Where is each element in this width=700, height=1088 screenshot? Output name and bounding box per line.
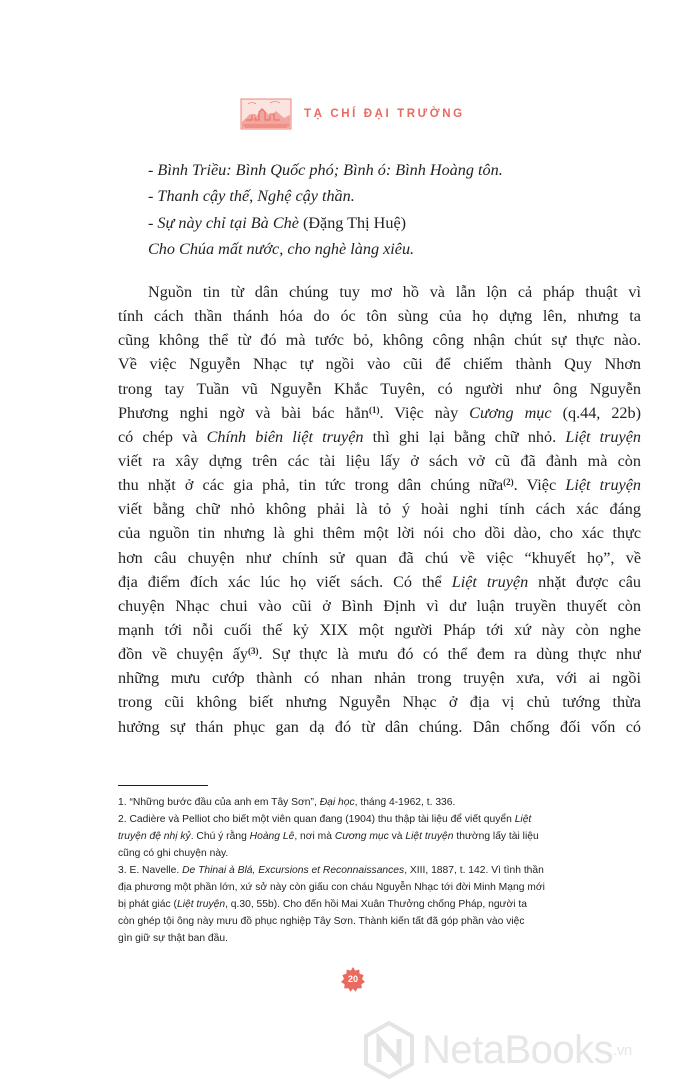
text-line: hưởng sự thán phục gan dạ đó từ dân chúng. Dân chống đối vốn có	[118, 717, 641, 736]
verse-block	[148, 157, 628, 262]
footnote-2-cont: truyện đệ nhị kỷ. Chú ý rằng Hoàng Lê, nơi mà Cương mục và Liệt truyện thường lấy tài liệu	[118, 831, 539, 842]
text-line: có chép và Chính biên liệt truyện thì ghi lại bằng chữ nhỏ. Liệt truyện	[118, 427, 641, 446]
text-line: Nguồn tin từ dân chúng tuy mơ hồ và lẫn lộn cả pháp thuật vì	[148, 283, 641, 301]
book-author: TẠ CHÍ ĐẠI TRƯỜNG	[304, 108, 465, 120]
text-line: cũng không thể từ đó mà tước bỏ, không công nhận chút sự thực nào.	[118, 331, 641, 350]
text-line: trong cũi không biết nhưng Nguyễn Nhạc ở địa vị chủ tướng thừa	[118, 693, 641, 712]
footnote-3-cont: bị phát giác (Liệt truyện, q.30, 55b). Cho đến hồi Mai Xuân Thưởng chống Pháp, người ta	[118, 899, 527, 910]
footnote-3: 3. E. Navelle. De Thinai à Blá, Excursions et Reconnaissances, XIII, 1887, t. 142. Vì tình thần	[118, 865, 544, 876]
text-line: Phương nghi ngờ và bài bác hẳn$^{(1)}$. Việc này Cương mục (q.44, 22b)	[118, 403, 641, 422]
footnote-2: 2. Cadière và Pelliot cho biết một viên quan đang (1904) thu thập tài liệu để viết quyển Liệt	[118, 814, 532, 825]
watermark-brand: NetaBooks	[422, 1027, 614, 1072]
verse-line: - Sự này chỉ tại Bà Chè (Đặng Thị Huệ)	[148, 213, 407, 232]
text-line: viết ra xây dựng trên các tài liệu lấy ở sách vở cũ đã đành mà còn	[118, 451, 641, 470]
footnote-ref[interactable]: (2)	[503, 477, 514, 488]
netabooks-watermark	[362, 1018, 700, 1082]
watermark-suffix: .vn	[613, 1041, 632, 1059]
footnote-2-cont: cũng có ghi chuyện này.	[118, 848, 229, 859]
text-line: mạnh tới nỗi cuối thế kỷ XIX một người Pháp tới xứ này còn nghe	[118, 620, 641, 639]
text-line: địa điểm đích xác lúc họ viết sách. Có thể Liệt truyện nhặt được câu	[118, 572, 641, 591]
text-line: thu nhặt ở các gia phả, tin tức trong dân chúng nữa$^{(2)}$. Việc Liệt truyện	[118, 476, 641, 495]
text-line: viết bằng chữ nhỏ không phải là tỏ ý hoài nghi tính cách xác đáng	[118, 500, 641, 519]
verse-line: Cho Chúa mất nước, cho nghè làng xiêu.	[148, 239, 415, 258]
text-line: đồn về chuyện ấy$^{(3)}$. Sự thực là mưu đó có thể đem ra dùng thực như	[118, 645, 641, 664]
footnote-ref[interactable]: (3)	[247, 646, 259, 657]
footnote-3-cont: còn ghép tội ông này mưu đồ phục nghiệp Tây Sơn. Thành kiến tất đã góp phần vào việc	[118, 916, 525, 927]
text-line: chuyện Nhạc chui vào cũi ở Bình Định vì dư luận truyền thuyết còn	[118, 596, 641, 615]
text-line: tính cách thần thánh hóa do óc tôn sùng của họ dựng lên, nhưng ta	[118, 307, 641, 326]
text-line: trong tay Tuần vũ Nguyễn Khắc Tuyên, có người như ông Nguyễn	[118, 379, 641, 398]
body-paragraph	[118, 280, 641, 739]
footnote-3-cont: địa phương một phần lớn, xứ sở này còn giấu con cháu Nguyễn Nhạc tới đời Minh Mạng mới	[118, 882, 545, 893]
footnote-divider	[118, 785, 208, 786]
text-line: Về việc Nguyễn Nhạc tự ngồi vào cũi để chiếm thành Quy Nhơn	[118, 355, 641, 374]
footnote-3-cont: gìn giữ sự thật ban đầu.	[118, 933, 228, 944]
footnote-1: 1. “Những bước đầu của anh em Tây Sơn”, Đại học, tháng 4-1962, t. 336.	[118, 797, 456, 808]
verse-line: - Bình Triều: Bình Quốc phó; Bình ó: Bình Hoàng tôn.	[148, 161, 503, 179]
engraved-landscape-emblem-icon	[240, 96, 292, 132]
footnotes	[118, 794, 641, 947]
text-line: của nguồn tin nhưng là ghi thêm một lời nói cho dồi dào, cho xác thực	[118, 524, 641, 543]
footnote-ref[interactable]: (1)	[368, 404, 380, 415]
text-line: hơn câu chuyện như chính sử quan đã chú về việc “khuyết họ”, về	[118, 548, 641, 567]
verse-line: - Thanh cậy thế, Nghệ cậy thần.	[148, 187, 355, 206]
running-header	[240, 96, 465, 132]
text-line: những mưu cướp thành có nhan nhản trong truyện xưa, với ai ngồi	[118, 669, 641, 688]
netabooks-hexagon-logo-icon	[362, 1020, 416, 1080]
page-number: 20	[347, 974, 358, 984]
